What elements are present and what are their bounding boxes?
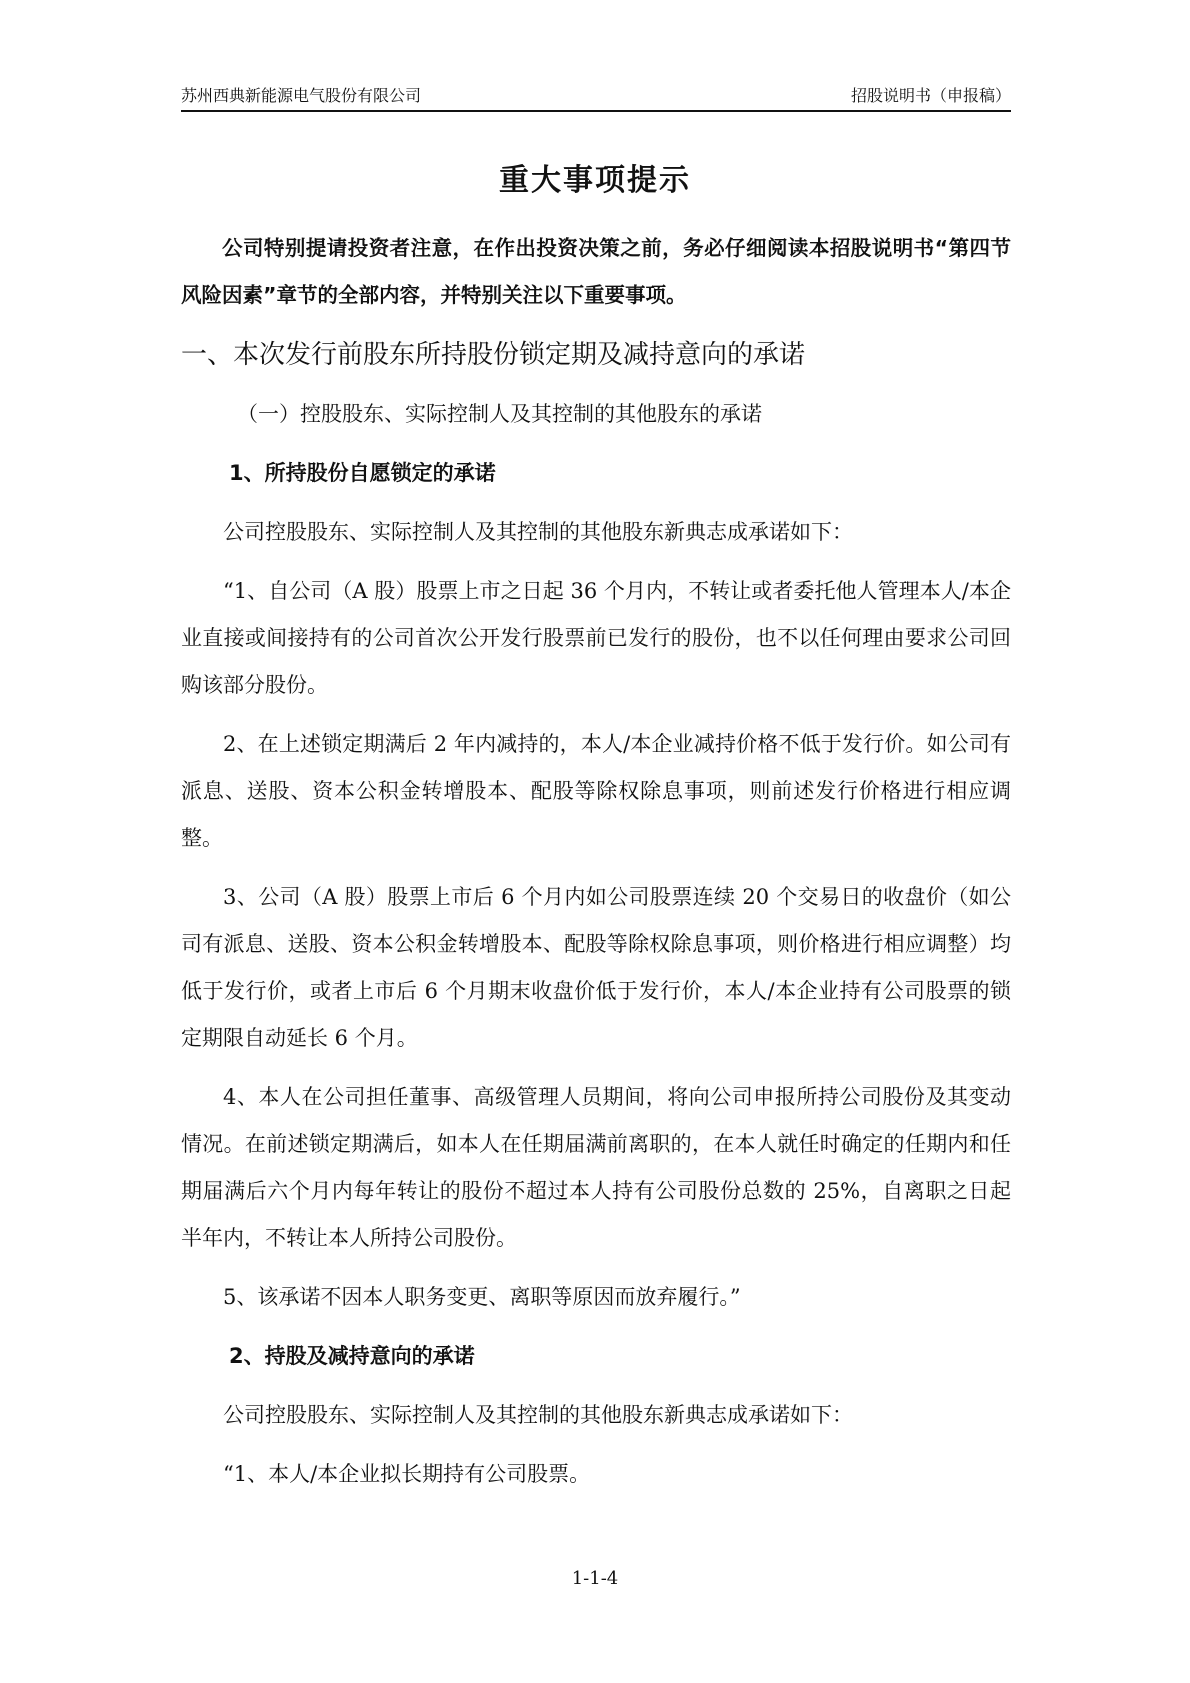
page-title: 重大事项提示 <box>499 163 691 198</box>
reduction-lead-paragraph: 公司控股股东、实际控制人及其控制的其他股东新典志成承诺如下： <box>223 1403 853 1427</box>
lockup-lead-paragraph: 公司控股股东、实际控制人及其控制的其他股东新典志成承诺如下： <box>223 520 853 544</box>
intro-paragraph: 公司特别提请投资者注意，在作出投资决策之前，务必仔细阅读本招股说明书“第四节 风险因素”章节的全部内容，并特别关注以下重要事项。 <box>181 236 1011 307</box>
document-body <box>181 225 1011 1510</box>
section-heading-1: 一、本次发行前股东所持股份锁定期及减持意向的承诺 <box>181 340 806 370</box>
item-heading-reduction-intent: 2、持股及减持意向的承诺 <box>229 1344 475 1368</box>
lockup-clause-4: 4、本人在公司担任董事、高级管理人员期间，将向公司申报所持公司股份及其变动情况。在前述锁定期满后，如本人在任期届满前离职的，在本人就任时确定的任期内和任期届满后六个月内每年转让的股份不超过本人持有公司股份总数的 25%，自离职之日起半年内，不转让本人所持公司股份。 <box>181 1085 1011 1250</box>
lockup-clause-2: 2、在上述锁定期满后 2 年内减持的，本人/本企业减持价格不低于发行价。如公司有派息、送股、资本公积金转增股本、配股等除权除息事项，则前述发行价格进行相应调整。 <box>181 732 1011 850</box>
lockup-clause-1: “1、自公司（A 股）股票上市之日起 36 个月内，不转让或者委托他人管理本人/本企业直接或间接持有的公司首次公开发行股票前已发行的股份，也不以任何理由要求公司回购该部分股份。 <box>181 579 1011 697</box>
header-document-type: 招股说明书（申报稿） <box>850 86 1011 105</box>
page-header <box>181 82 1011 112</box>
header-company-name: 苏州西典新能源电气股份有限公司 <box>181 86 422 105</box>
lockup-clause-5: 5、该承诺不因本人职务变更、离职等原因而放弃履行。” <box>223 1285 741 1309</box>
lockup-clause-3: 3、公司（A 股）股票上市后 6 个月内如公司股票连续 20 个交易日的收盘价（如公司有派息、送股、资本公积金转增股本、配股等除权除息事项，则价格进行相应调整）均低于发行价，或者上市后 6 个月期末收盘价低于发行价，本人/本企业持有公司股票的锁定期限自动延长 6 个月。 <box>181 885 1011 1050</box>
reduction-clause-1: “1、本人/本企业拟长期持有公司股票。 <box>223 1462 591 1486</box>
item-heading-lockup: 1、所持股份自愿锁定的承诺 <box>229 461 496 485</box>
page-number: 1-1-4 <box>571 1568 619 1589</box>
subsection-heading-1: （一）控股股东、实际控制人及其控制的其他股东的承诺 <box>237 402 762 426</box>
